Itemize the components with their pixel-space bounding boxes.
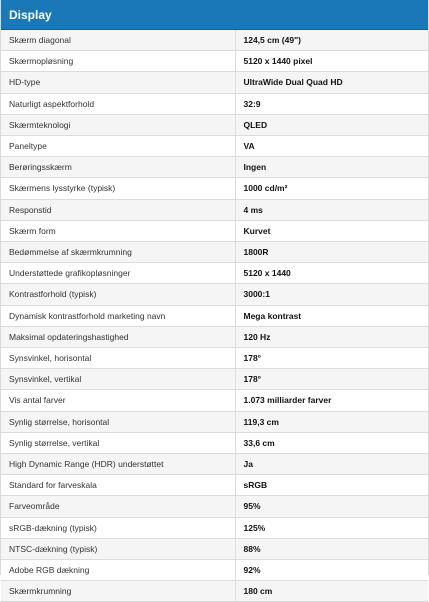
spec-label: Naturligt aspektforhold [1,93,235,114]
spec-value: 178° [235,348,428,369]
spec-value: 180 cm [235,581,428,602]
spec-label: Skærm form [1,220,235,241]
table-row [1,157,428,178]
table-row [1,220,428,241]
spec-value: 5120 x 1440 pixel [235,51,428,72]
table-row [1,475,428,496]
spec-label: Skærmopløsning [1,51,235,72]
spec-label: Dynamisk kontrastforhold marketing navn [1,305,235,326]
spec-value: Kurvet [235,220,428,241]
table-row [1,305,428,326]
table-row [1,114,428,135]
spec-value: UltraWide Dual Quad HD [235,72,428,93]
spec-label: Synlig størrelse, horisontal [1,411,235,432]
section-title: Display [9,8,52,22]
spec-value: QLED [235,114,428,135]
spec-label: Kontrastforhold (typisk) [1,284,235,305]
table-row [1,30,428,51]
table-row [1,432,428,453]
table-row [1,263,428,284]
spec-value: 125% [235,517,428,538]
table-row [1,51,428,72]
table-row [1,560,428,581]
spec-label: Synlig størrelse, vertikal [1,432,235,453]
spec-value: 178° [235,369,428,390]
spec-label: Skærmens lysstyrke (typisk) [1,178,235,199]
spec-value: Ja [235,454,428,475]
table-row [1,369,428,390]
table-row [1,348,428,369]
spec-label: Synsvinkel, vertikal [1,369,235,390]
spec-label: Responstid [1,199,235,220]
spec-value: 120 Hz [235,326,428,347]
spec-value: 92% [235,560,428,581]
spec-label: Adobe RGB dækning [1,560,235,581]
table-row [1,242,428,263]
spec-value: 33,6 cm [235,432,428,453]
table-row [1,517,428,538]
spec-value: 1000 cd/m² [235,178,428,199]
spec-value: Mega kontrast [235,305,428,326]
table-row [1,496,428,517]
spec-label: Maksimal opdateringshastighed [1,326,235,347]
spec-value: 1.073 milliarder farver [235,390,428,411]
table-row [1,72,428,93]
spec-label: Bedømmelse af skærmkrumning [1,242,235,263]
section-header[interactable] [1,0,428,30]
spec-label: Skærmteknologi [1,114,235,135]
spec-value: 5120 x 1440 [235,263,428,284]
table-row [1,454,428,475]
spec-label: Paneltype [1,136,235,157]
spec-table [1,30,428,602]
spec-label: Vis antal farver [1,390,235,411]
spec-label: Skærmkrumning [1,581,235,602]
spec-value: VA [235,136,428,157]
spec-value: 119,3 cm [235,411,428,432]
spec-value: sRGB [235,475,428,496]
table-row [1,136,428,157]
spec-value: 4 ms [235,199,428,220]
spec-value: 3000:1 [235,284,428,305]
spec-label: Understøttede grafikopløsninger [1,263,235,284]
table-row [1,538,428,559]
table-row [1,581,428,602]
spec-value: 124,5 cm (49") [235,30,428,51]
spec-label: Farveområde [1,496,235,517]
table-row [1,93,428,114]
spec-value: 32:9 [235,93,428,114]
spec-value: 88% [235,538,428,559]
spec-label: Berøringsskærm [1,157,235,178]
spec-value: Ingen [235,157,428,178]
table-row [1,284,428,305]
spec-label: High Dynamic Range (HDR) understøttet [1,454,235,475]
table-row [1,178,428,199]
spec-label: NTSC-dækning (typisk) [1,538,235,559]
spec-label: Synsvinkel, horisontal [1,348,235,369]
spec-label: HD-type [1,72,235,93]
table-row [1,390,428,411]
spec-value: 1800R [235,242,428,263]
table-row [1,326,428,347]
spec-label: sRGB-dækning (typisk) [1,517,235,538]
spec-value: 95% [235,496,428,517]
table-row [1,411,428,432]
table-row [1,199,428,220]
spec-label: Skærm diagonal [1,30,235,51]
spec-label: Standard for farveskala [1,475,235,496]
spec-table-body [1,30,428,602]
